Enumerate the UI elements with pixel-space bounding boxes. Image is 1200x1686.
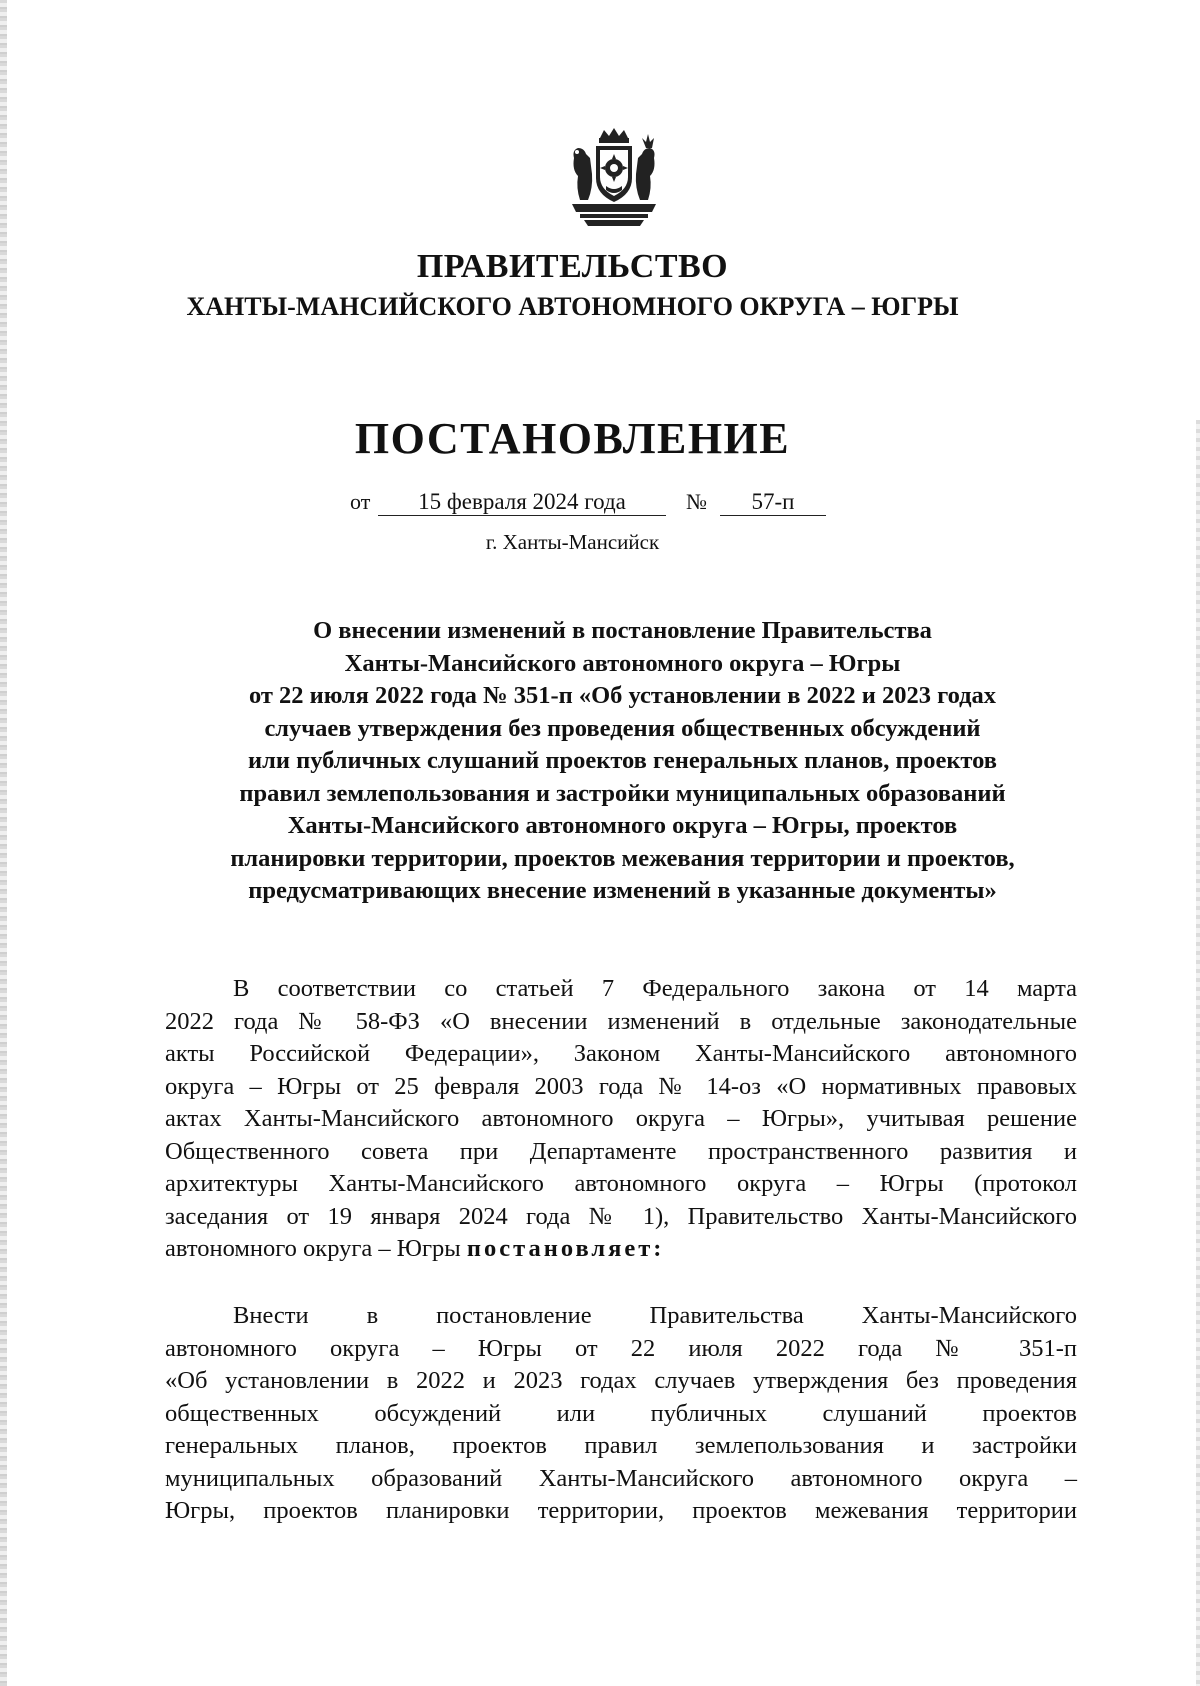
heading-line: или публичных слушаний проектов генеральных планов, проектов <box>247 747 998 774</box>
heading-line: планировки территории, проектов межевания территории и проектов, <box>230 844 1015 872</box>
coat-of-arms-emblem-icon <box>566 128 662 228</box>
document-number: 57-п <box>720 489 826 516</box>
paragraph-line: заседания от 19 января 2024 года № 1), Правительство Ханты-Мансийского <box>165 1202 1077 1230</box>
paragraph-line: генеральных планов, проектов правил землепользования и застройки <box>165 1432 1077 1459</box>
city-line: г. Ханты-Мансийск <box>485 530 660 554</box>
document-date: 15 февраля 2024 года <box>378 489 666 516</box>
heading-line: Ханты-Мансийского автономного округа – Югры <box>344 649 901 677</box>
heading-line: Ханты-Мансийского автономного округа – Югры, проектов <box>287 812 958 839</box>
paragraph-line: В соответствии со статьей 7 Федерального закона от 14 марта <box>233 975 1077 1002</box>
heading-line: предусматривающих внесение изменений в указанные документы» <box>248 877 997 904</box>
paragraph-line: актах Ханты-Мансийского автономного округа – Югры», учитывая решение <box>165 1105 1077 1132</box>
number-prefix: № <box>686 489 707 514</box>
government-title: ПРАВИТЕЛЬСТВО <box>416 248 729 285</box>
paragraph-line: автономного округа – Югры от 22 июля 2022 года № 351-п <box>165 1334 1077 1362</box>
paragraph-line: муниципальных образований Ханты-Мансийского автономного округа – <box>165 1464 1077 1492</box>
paragraph-amendment <box>165 1300 1077 1528</box>
paragraph-line: 2022 года № 58-ФЗ «О внесении изменений в отдельные законодательные <box>165 1007 1077 1035</box>
paragraph-line-text: автономного округа – Югры <box>165 1235 467 1262</box>
paragraph-line: Югры, проектов планировки территории, проектов межевания территории <box>165 1497 1077 1524</box>
paragraph-line: округа – Югры от 25 февраля 2003 года № 14-оз «О нормативных правовых <box>165 1072 1077 1100</box>
heading-line: правил землепользования и застройки муниципальных образований <box>239 779 1006 807</box>
document-heading <box>150 615 1095 908</box>
heading-line: О внесении изменений в постановление Правительства <box>313 617 932 644</box>
paragraph-line: архитектуры Ханты-Мансийского автономного округа – Югры (протокол <box>165 1170 1077 1197</box>
paragraph-line: Общественного совета при Департаменте пространственного развития и <box>165 1137 1077 1165</box>
government-subtitle: ХАНТЫ-МАНСИЙСКОГО АВТОНОМНОГО ОКРУГА – ЮГРЫ <box>186 292 959 321</box>
paragraph-line: акты Российской Федерации», Законом Ханты-Мансийского автономного <box>165 1040 1077 1067</box>
paragraph-preamble <box>165 973 1077 1266</box>
paragraph-line <box>165 1233 1077 1266</box>
heading-line: случаев утверждения без проведения общественных обсуждений <box>264 714 981 742</box>
heading-line: от 22 июля 2022 года № 351-п «Об установлении в 2022 и 2023 годах <box>248 682 997 709</box>
paragraph-line: Внести в постановление Правительства Ханты-Мансийского <box>233 1302 1077 1329</box>
resolution-keyword: постановляет: <box>466 1235 665 1262</box>
paragraph-line: общественных обсуждений или публичных слушаний проектов <box>165 1399 1077 1427</box>
paragraph-line: «Об установлении в 2022 и 2023 годах случаев утверждения без проведения <box>165 1367 1077 1394</box>
date-prefix: от <box>350 489 371 514</box>
date-number-line <box>350 489 890 519</box>
document-type-title: ПОСТАНОВЛЕНИЕ <box>354 414 791 463</box>
